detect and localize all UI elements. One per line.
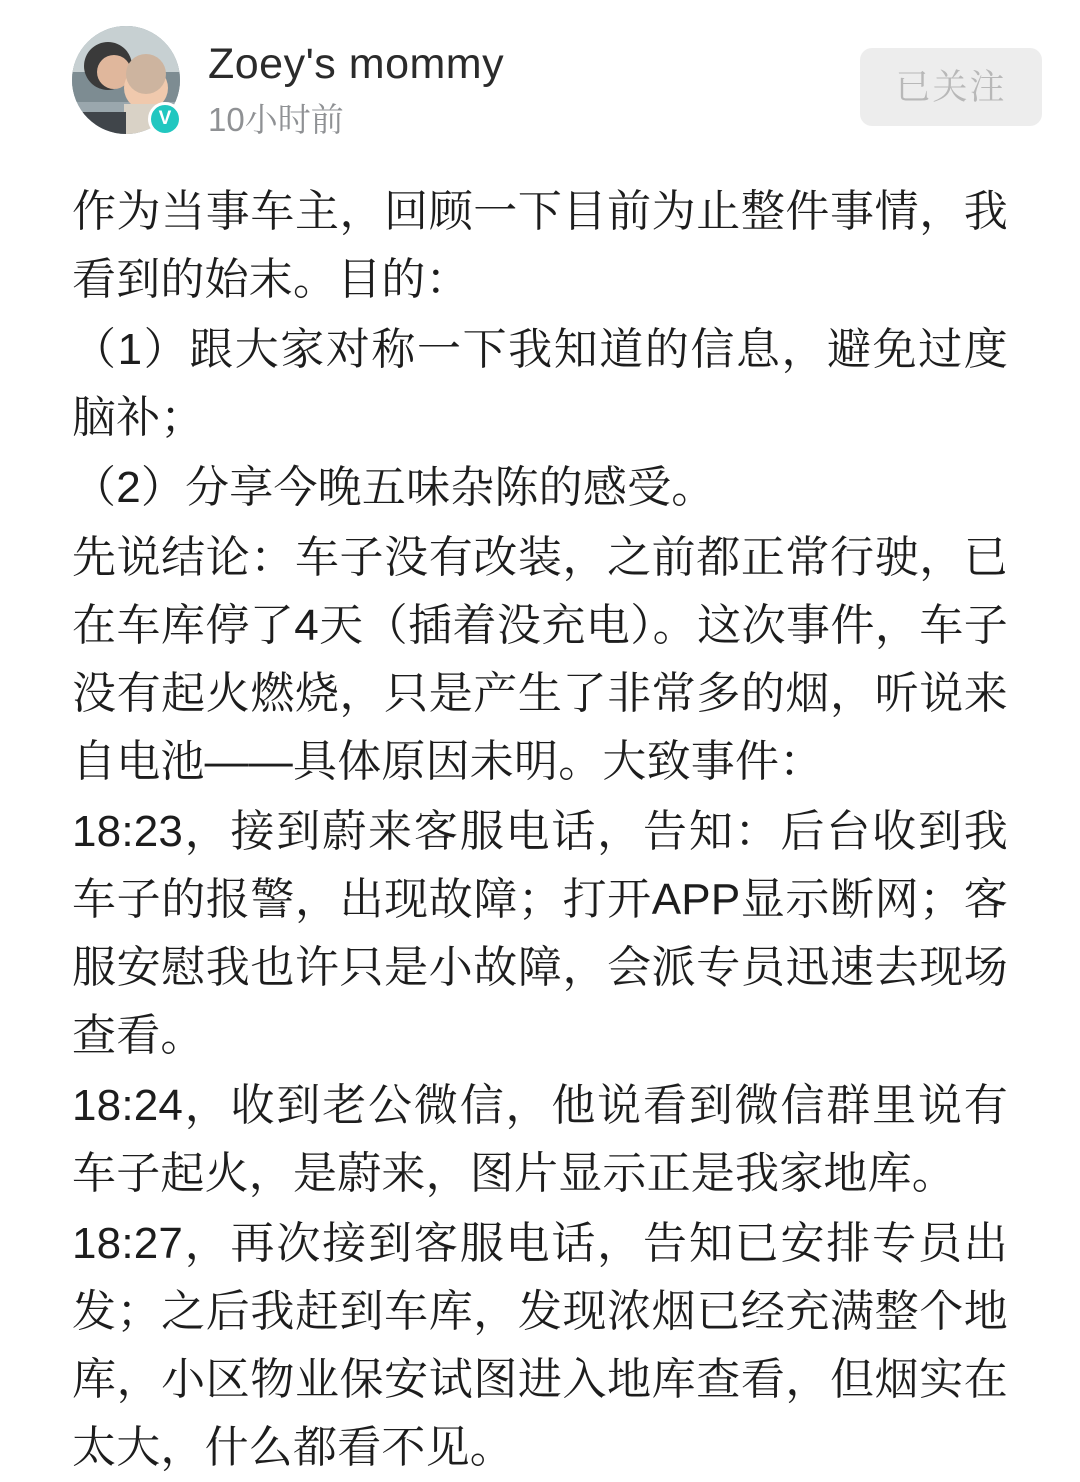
- post-header: [0, 26, 1080, 156]
- post-body: [0, 156, 1080, 1482]
- post-paragraph: 先说结论：车子没有改装，之前都正常行驶，已在车库停了4天（插着没充电）。这次事件，车子没有起火燃烧，只是产生了非常多的烟，听说来自电池——具体原因未明。大致事件：: [72, 533, 1008, 786]
- post-paragraph: （2）分享今晚五味杂陈的感受。: [72, 463, 716, 512]
- post-paragraph: 作为当事车主，回顾一下目前为止整件事情，我看到的始末。目的：: [72, 187, 1008, 304]
- post-paragraph: 18:27，再次接到客服电话，告知已安排专员出发；之后我赶到车库，发现浓烟已经充满整个地库，小区物业保安试图进入地库查看，但烟实在太大，什么都看不见。: [72, 1219, 1008, 1472]
- post-paragraph: 18:23，接到蔚来客服电话，告知：后台收到我车子的报警，出现故障；打开APP显示断网；客服安慰我也许只是小故障，会派专员迅速去现场查看。: [72, 807, 1008, 1060]
- verified-badge-icon: V: [148, 102, 182, 136]
- follow-button[interactable]: 已关注: [860, 48, 1042, 126]
- post-paragraph: 18:24，收到老公微信，他说看到微信群里说有车子起火，是蔚来，图片显示正是我家地库。: [72, 1081, 1008, 1198]
- author-name[interactable]: Zoey's mommy: [208, 40, 505, 88]
- post-timestamp: 10小时前: [208, 101, 344, 138]
- post-paragraph: （1）跟大家对称一下我知道的信息，避免过度脑补；: [72, 325, 1008, 442]
- avatar[interactable]: [72, 26, 180, 134]
